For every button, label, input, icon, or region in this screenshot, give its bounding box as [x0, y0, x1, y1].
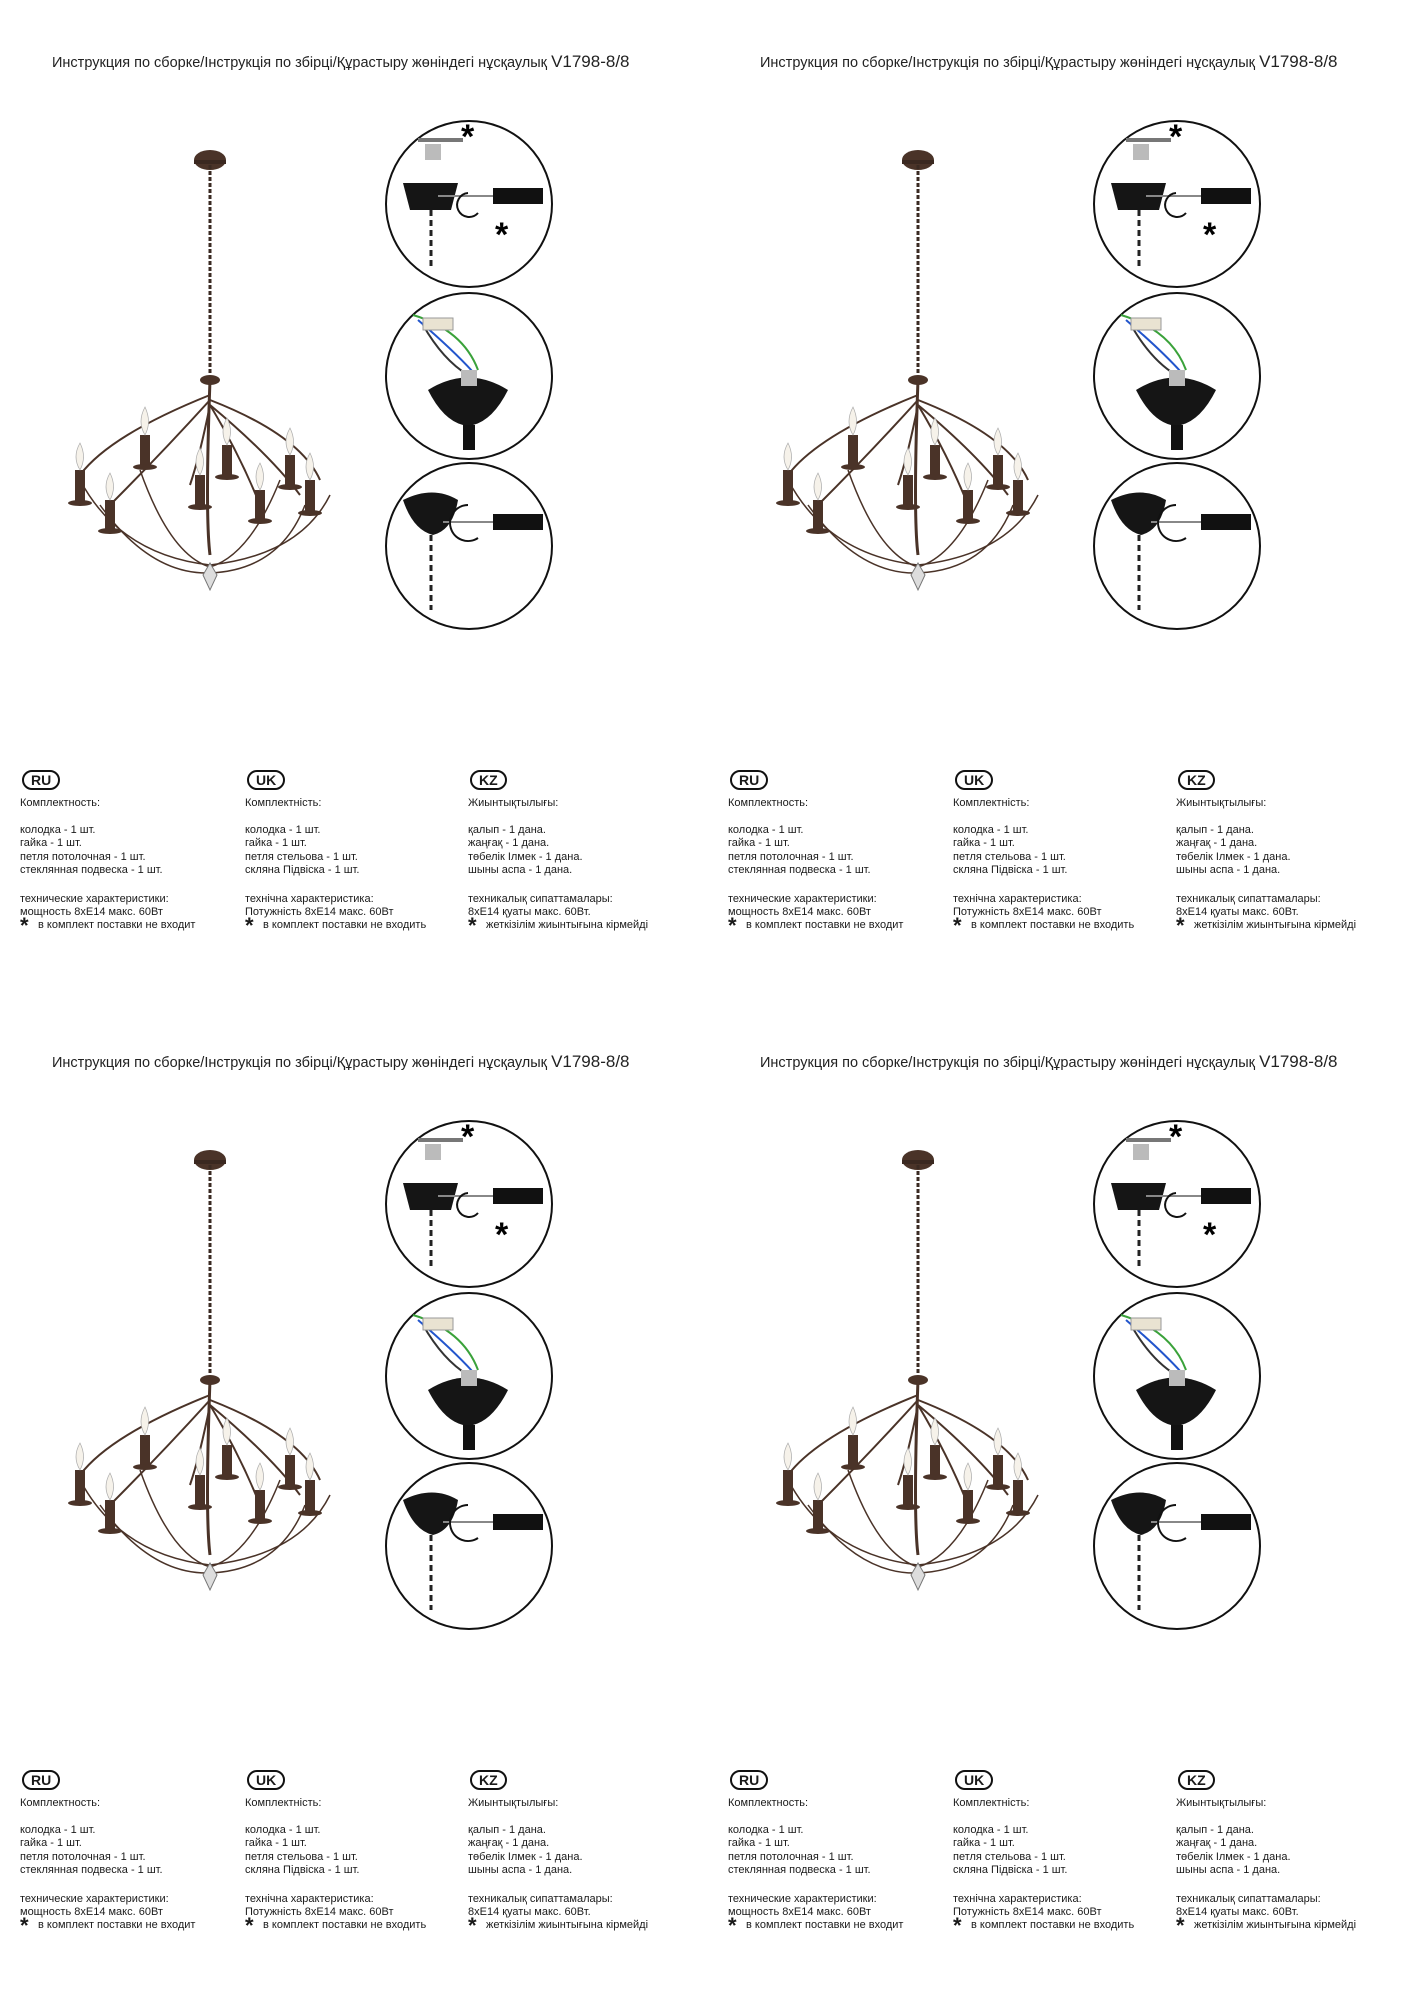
spec-value: мощность 8xE14 макс. 60Вт: [728, 1906, 871, 1919]
asterisk-icon: *: [468, 913, 477, 939]
footnote-text: в комплект поставки не входит: [746, 1919, 904, 1932]
specs: [468, 893, 688, 939]
asterisk-icon: *: [1203, 216, 1217, 254]
title-text: Инструкция по сборке/Інструкція по збірці/Құрастыру жөніндегі нұсқаулық: [52, 1055, 548, 1071]
kit-item: гайка - 1 шт.: [728, 837, 790, 850]
info-column-uk: [245, 770, 465, 939]
info-column-kz: [1176, 770, 1396, 939]
asterisk-icon: *: [495, 1216, 509, 1254]
lang-badge-uk: UK: [955, 1770, 993, 1790]
kit-item: стеклянная подвеска - 1 шт.: [20, 863, 163, 876]
kit-item: төбелік Ілмек - 1 дана.: [468, 1850, 583, 1863]
chandelier-illustration: [50, 135, 350, 625]
kit-item: жаңғақ - 1 дана.: [1176, 837, 1258, 850]
kit-items: [20, 1824, 240, 1877]
kit-item: колодка - 1 шт.: [728, 824, 804, 837]
kit-title: Комплектність:: [245, 797, 322, 809]
footnote: [20, 1913, 240, 1939]
wire-connection-step: [383, 1290, 555, 1462]
title-text: Инструкция по сборке/Інструкція по збірці/Құрастыру жөніндегі нұсқаулық: [760, 1055, 1256, 1071]
lang-badge-uk: UK: [247, 1770, 285, 1790]
kit-item: петля потолочная - 1 шт.: [728, 1850, 854, 1863]
instruction-title: [760, 1052, 1338, 1072]
kit-items: [728, 824, 948, 877]
lang-badge-kz: KZ: [1178, 1770, 1215, 1790]
info-column-ru: [728, 1770, 948, 1939]
asterisk-icon: *: [495, 216, 509, 254]
kit-item: шыны аспа - 1 дана.: [468, 1863, 573, 1876]
kit-items: [245, 1824, 465, 1877]
info-column-uk: [953, 770, 1173, 939]
mount-bracket-screw-step: [383, 1118, 555, 1290]
kit-item: скляна Підвіска - 1 шт.: [245, 1863, 360, 1876]
specs: [1176, 893, 1396, 939]
wire-connection-step: [383, 290, 555, 462]
asterisk-icon: *: [1203, 1216, 1217, 1254]
footnote: [245, 913, 465, 939]
info-column-ru: [728, 770, 948, 939]
kit-item: колодка - 1 шт.: [953, 824, 1029, 837]
spec-title: технические характеристики:: [728, 1893, 877, 1906]
kit-items: [1176, 824, 1396, 877]
canopy-screw-step: [383, 1460, 555, 1632]
specs: [245, 1893, 465, 1939]
footnote: [728, 1913, 948, 1939]
kit-item: петля стельова - 1 шт.: [245, 850, 358, 863]
kit-title: Жиынтықтылығы:: [468, 797, 559, 809]
kit-item: гайка - 1 шт.: [953, 837, 1015, 850]
footnote: [728, 913, 948, 939]
kit-item: жаңғақ - 1 дана.: [1176, 1837, 1258, 1850]
footnote-text: в комплект поставки не входить: [263, 1919, 427, 1932]
kit-item: петля стельова - 1 шт.: [953, 850, 1066, 863]
spec-value: 8xE14 қуаты макс. 60Вт.: [1176, 1906, 1299, 1919]
footnote-text: жеткізілім жиынтығына кірмейді: [1194, 1919, 1357, 1932]
info-column-ru: [20, 770, 240, 939]
asterisk-icon: *: [953, 913, 962, 939]
footnote: [953, 913, 1173, 939]
kit-item: гайка - 1 шт.: [728, 1837, 790, 1850]
asterisk-icon: *: [1169, 1118, 1183, 1156]
kit-item: гайка - 1 шт.: [245, 837, 307, 850]
asterisk-icon: *: [1169, 118, 1183, 156]
instruction-title: [760, 52, 1338, 72]
spec-title: технічна характеристика:: [245, 893, 374, 906]
title-text: Инструкция по сборке/Інструкція по збірці/Құрастыру жөніндегі нұсқаулық: [52, 55, 548, 71]
spec-value: Потужність 8xE14 макс. 60Вт: [953, 1906, 1102, 1919]
footnote-text: в комплект поставки не входить: [263, 919, 427, 932]
spec-title: техникалық сипаттамалары:: [468, 893, 613, 906]
footnote: [953, 1913, 1173, 1939]
kit-item: стеклянная подвеска - 1 шт.: [20, 1863, 163, 1876]
kit-item: стеклянная подвеска - 1 шт.: [728, 863, 871, 876]
instruction-sheet: [0, 0, 707, 1000]
kit-item: стеклянная подвеска - 1 шт.: [728, 1863, 871, 1876]
asterisk-icon: *: [461, 118, 475, 156]
wire-connection-step: [1091, 290, 1263, 462]
model-number: V1798-8/8: [551, 1052, 630, 1071]
kit-item: шыны аспа - 1 дана.: [1176, 1863, 1281, 1876]
specs: [728, 1893, 948, 1939]
instruction-sheet: [708, 1000, 1415, 2000]
spec-value: мощность 8xE14 макс. 60Вт: [20, 1906, 163, 1919]
asterisk-icon: *: [20, 1913, 29, 1939]
spec-value: 8xE14 қуаты макс. 60Вт.: [468, 1906, 591, 1919]
asterisk-icon: *: [728, 1913, 737, 1939]
kit-item: жаңғақ - 1 дана.: [468, 837, 550, 850]
kit-item: гайка - 1 шт.: [245, 1837, 307, 1850]
kit-item: скляна Підвіска - 1 шт.: [953, 863, 1068, 876]
kit-items: [20, 824, 240, 877]
kit-title: Жиынтықтылығы:: [1176, 1797, 1267, 1809]
info-column-ru: [20, 1770, 240, 1939]
lang-badge-kz: KZ: [470, 1770, 507, 1790]
model-number: V1798-8/8: [1259, 52, 1338, 71]
spec-title: технічна характеристика:: [953, 1893, 1082, 1906]
footnote: [20, 913, 240, 939]
footnote-text: в комплект поставки не входит: [38, 919, 196, 932]
kit-title: Комплектність:: [245, 1797, 322, 1809]
model-number: V1798-8/8: [1259, 1052, 1338, 1071]
lang-badge-ru: RU: [730, 1770, 768, 1790]
kit-item: төбелік Ілмек - 1 дана.: [1176, 850, 1291, 863]
kit-items: [728, 1824, 948, 1877]
kit-item: гайка - 1 шт.: [20, 1837, 82, 1850]
footnote: [1176, 1913, 1396, 1939]
spec-title: техникалық сипаттамалары:: [1176, 1893, 1321, 1906]
specs: [728, 893, 948, 939]
footnote: [1176, 913, 1396, 939]
instruction-sheet: [0, 1000, 707, 2000]
kit-item: колодка - 1 шт.: [245, 824, 321, 837]
kit-item: колодка - 1 шт.: [245, 1824, 321, 1837]
kit-title: Комплектность:: [20, 1797, 101, 1809]
kit-item: петля потолочная - 1 шт.: [728, 850, 854, 863]
kit-items: [953, 824, 1173, 877]
asterisk-icon: *: [245, 1913, 254, 1939]
kit-item: колодка - 1 шт.: [728, 1824, 804, 1837]
kit-items: [468, 824, 688, 877]
asterisk-icon: *: [728, 913, 737, 939]
asterisk-icon: *: [245, 913, 254, 939]
canopy-screw-step: [1091, 1460, 1263, 1632]
spec-title: технічна характеристика:: [953, 893, 1082, 906]
model-number: V1798-8/8: [551, 52, 630, 71]
asterisk-icon: *: [953, 1913, 962, 1939]
instruction-title: [52, 52, 630, 72]
footnote-text: жеткізілім жиынтығына кірмейді: [486, 1919, 649, 1932]
footnote: [468, 913, 688, 939]
kit-items: [953, 1824, 1173, 1877]
info-column-kz: [1176, 1770, 1396, 1939]
asterisk-icon: *: [1176, 1913, 1185, 1939]
specs: [20, 1893, 240, 1939]
specs: [1176, 1893, 1396, 1939]
asterisk-icon: *: [20, 913, 29, 939]
kit-item: петля потолочная - 1 шт.: [20, 1850, 146, 1863]
kit-item: шыны аспа - 1 дана.: [468, 863, 573, 876]
mount-bracket-screw-step: [1091, 1118, 1263, 1290]
lang-badge-kz: KZ: [470, 770, 507, 790]
lang-badge-ru: RU: [22, 1770, 60, 1790]
kit-item: колодка - 1 шт.: [20, 1824, 96, 1837]
spec-title: технічна характеристика:: [245, 1893, 374, 1906]
kit-item: жаңғақ - 1 дана.: [468, 1837, 550, 1850]
kit-item: гайка - 1 шт.: [20, 837, 82, 850]
footnote: [245, 1913, 465, 1939]
kit-item: скляна Підвіска - 1 шт.: [953, 1863, 1068, 1876]
spec-value: Потужність 8xE14 макс. 60Вт: [245, 1906, 394, 1919]
asterisk-icon: *: [1176, 913, 1185, 939]
footnote: [468, 1913, 688, 1939]
spec-value: 8xE14 қуаты макс. 60Вт.: [1176, 906, 1299, 919]
lang-badge-ru: RU: [22, 770, 60, 790]
kit-item: петля стельова - 1 шт.: [245, 1850, 358, 1863]
instruction-sheet: [708, 0, 1415, 1000]
spec-value: Потужність 8xE14 макс. 60Вт: [953, 906, 1102, 919]
specs: [468, 1893, 688, 1939]
spec-title: техникалық сипаттамалары:: [1176, 893, 1321, 906]
kit-item: петля потолочная - 1 шт.: [20, 850, 146, 863]
info-column-kz: [468, 1770, 688, 1939]
kit-item: төбелік Ілмек - 1 дана.: [1176, 1850, 1291, 1863]
specs: [953, 893, 1173, 939]
kit-item: қалып - 1 дана.: [468, 824, 546, 837]
kit-title: Комплектность:: [20, 797, 101, 809]
kit-title: Комплектность:: [728, 797, 809, 809]
info-column-uk: [953, 1770, 1173, 1939]
kit-title: Комплектність:: [953, 797, 1030, 809]
canopy-screw-step: [1091, 460, 1263, 632]
kit-title: Комплектность:: [728, 1797, 809, 1809]
kit-item: қалып - 1 дана.: [1176, 1824, 1254, 1837]
canopy-screw-step: [383, 460, 555, 632]
kit-item: төбелік Ілмек - 1 дана.: [468, 850, 583, 863]
wire-connection-step: [1091, 1290, 1263, 1462]
lang-badge-uk: UK: [247, 770, 285, 790]
footnote-text: в комплект поставки не входит: [746, 919, 904, 932]
specs: [20, 893, 240, 939]
spec-value: мощность 8xE14 макс. 60Вт: [20, 906, 163, 919]
spec-value: 8xE14 қуаты макс. 60Вт.: [468, 906, 591, 919]
specs: [245, 893, 465, 939]
kit-item: колодка - 1 шт.: [20, 824, 96, 837]
kit-items: [1176, 1824, 1396, 1877]
kit-title: Комплектність:: [953, 1797, 1030, 1809]
footnote-text: жеткізілім жиынтығына кірмейді: [1194, 919, 1357, 932]
mount-bracket-screw-step: [1091, 118, 1263, 290]
kit-item: скляна Підвіска - 1 шт.: [245, 863, 360, 876]
kit-title: Жиынтықтылығы:: [1176, 797, 1267, 809]
kit-item: колодка - 1 шт.: [953, 1824, 1029, 1837]
instruction-title: [52, 1052, 630, 1072]
kit-item: қалып - 1 дана.: [1176, 824, 1254, 837]
specs: [953, 1893, 1173, 1939]
info-column-uk: [245, 1770, 465, 1939]
lang-badge-uk: UK: [955, 770, 993, 790]
footnote-text: в комплект поставки не входит: [38, 1919, 196, 1932]
kit-title: Жиынтықтылығы:: [468, 1797, 559, 1809]
spec-value: Потужність 8xE14 макс. 60Вт: [245, 906, 394, 919]
footnote-text: жеткізілім жиынтығына кірмейді: [486, 919, 649, 932]
spec-value: мощность 8xE14 макс. 60Вт: [728, 906, 871, 919]
kit-item: гайка - 1 шт.: [953, 1837, 1015, 1850]
asterisk-icon: *: [468, 1913, 477, 1939]
chandelier-illustration: [758, 135, 1058, 625]
spec-title: технические характеристики:: [728, 893, 877, 906]
kit-items: [468, 1824, 688, 1877]
kit-item: қалып - 1 дана.: [468, 1824, 546, 1837]
spec-title: технические характеристики:: [20, 893, 169, 906]
title-text: Инструкция по сборке/Інструкція по збірці/Құрастыру жөніндегі нұсқаулық: [760, 55, 1256, 71]
kit-item: шыны аспа - 1 дана.: [1176, 863, 1281, 876]
kit-item: петля стельова - 1 шт.: [953, 1850, 1066, 1863]
spec-title: технические характеристики:: [20, 1893, 169, 1906]
chandelier-illustration: [50, 1135, 350, 1625]
info-column-kz: [468, 770, 688, 939]
lang-badge-kz: KZ: [1178, 770, 1215, 790]
footnote-text: в комплект поставки не входить: [971, 919, 1135, 932]
spec-title: техникалық сипаттамалары:: [468, 1893, 613, 1906]
chandelier-illustration: [758, 1135, 1058, 1625]
footnote-text: в комплект поставки не входить: [971, 1919, 1135, 1932]
kit-items: [245, 824, 465, 877]
asterisk-icon: *: [461, 1118, 475, 1156]
mount-bracket-screw-step: [383, 118, 555, 290]
lang-badge-ru: RU: [730, 770, 768, 790]
